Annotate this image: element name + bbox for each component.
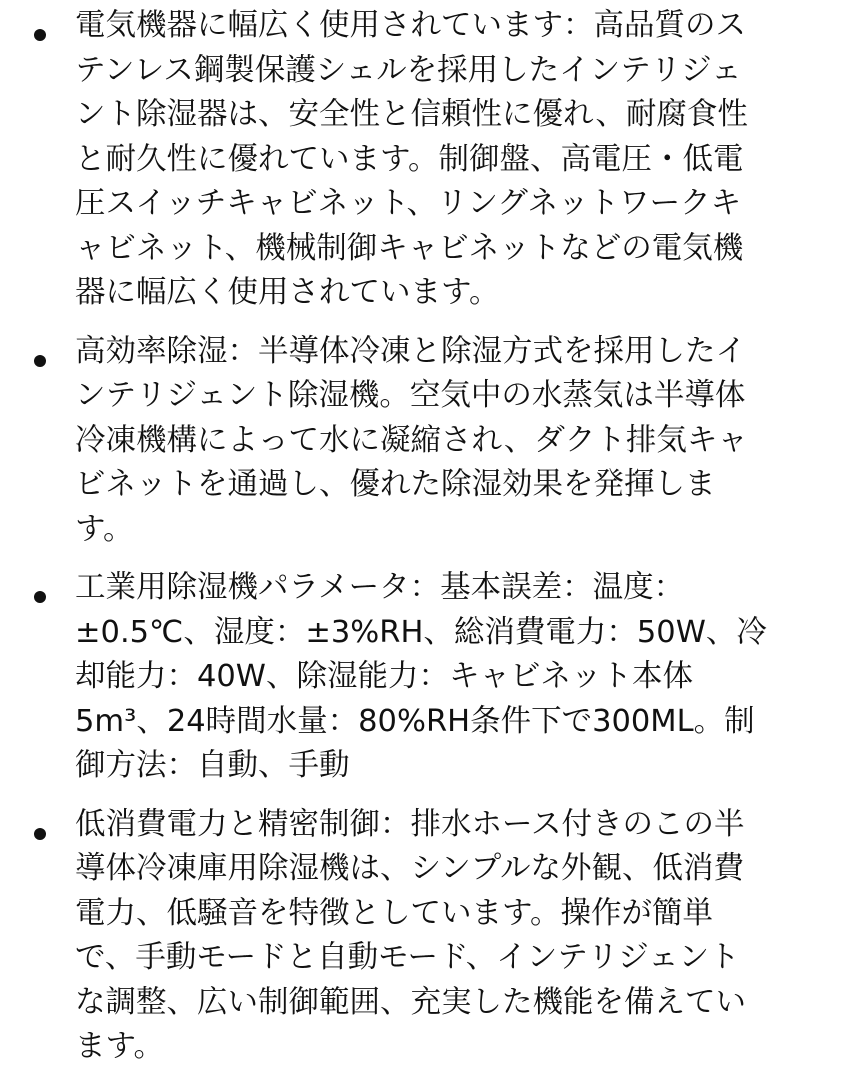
list-item — [0, 4, 867, 316]
text-line: 工業用除湿機パラメータ：基本誤差：温度： — [75, 570, 685, 605]
bullet-dot-icon — [34, 29, 46, 41]
bullet-text — [75, 330, 835, 553]
text-line: ビネットを通過し、優れた除湿効果を発揮しま — [75, 467, 716, 502]
text-line: 高効率除湿：半導体冷凍と除湿方式を採用したイ — [75, 333, 746, 369]
bullet-list — [0, 4, 867, 1070]
text-line: 電気機器に幅広く使用されています：高品質のス — [75, 8, 746, 43]
text-line: で、手動モードと自動モード、インテリジェント — [75, 940, 740, 975]
bullet-text — [75, 566, 835, 789]
text-line: テンレス鋼製保護シェルを採用したインテリジェ — [75, 52, 742, 88]
text-line: す。 — [75, 511, 134, 547]
text-line: 低消費電力と精密制御：排水ホース付きのこの半 — [75, 806, 745, 842]
text-line: 冷凍機構によって水に凝縮され、ダクト排気キャ — [75, 422, 748, 458]
text-line: ンテリジェント除湿機。空気中の水蒸気は半導体 — [75, 378, 746, 413]
bullet-text — [75, 4, 835, 316]
text-line: ±0.5℃、湿度：±3%RH、総消費電力：50W、冷 — [75, 614, 767, 650]
text-line: 御方法：自動、手動 — [75, 748, 350, 783]
list-item — [0, 803, 867, 1070]
text-line: 圧スイッチキャビネット、リングネットワークキ — [75, 186, 742, 221]
list-item — [0, 566, 867, 789]
bullet-text — [75, 803, 835, 1070]
text-line: 器に幅広く使用されています。 — [75, 275, 500, 310]
text-line: 却能力：40W、除湿能力：キャビネット本体 — [75, 659, 693, 694]
text-line: ます。 — [75, 1029, 165, 1064]
bullet-dot-icon — [34, 355, 46, 367]
text-line: と耐久性に優れています。制御盤、高電圧・低電 — [75, 141, 744, 177]
text-line: な調整、広い制御範囲、充実した機能を備えてい — [75, 984, 746, 1020]
text-line: ャビネット、機械制御キャビネットなどの電気機 — [75, 230, 744, 266]
list-item — [0, 330, 867, 553]
bullet-dot-icon — [34, 591, 46, 603]
text-line: ント除湿器は、安全性と信頼性に優れ、耐腐食性 — [75, 97, 748, 132]
text-line: 5m³、24時間水量：80%RH条件下で300ML。制 — [75, 703, 755, 739]
bullet-dot-icon — [34, 828, 46, 840]
text-line: 電力、低騒音を特徴としています。操作が簡単 — [75, 895, 714, 931]
text-line: 導体冷凍庫用除湿機は、シンプルな外観、低消費 — [75, 851, 745, 886]
